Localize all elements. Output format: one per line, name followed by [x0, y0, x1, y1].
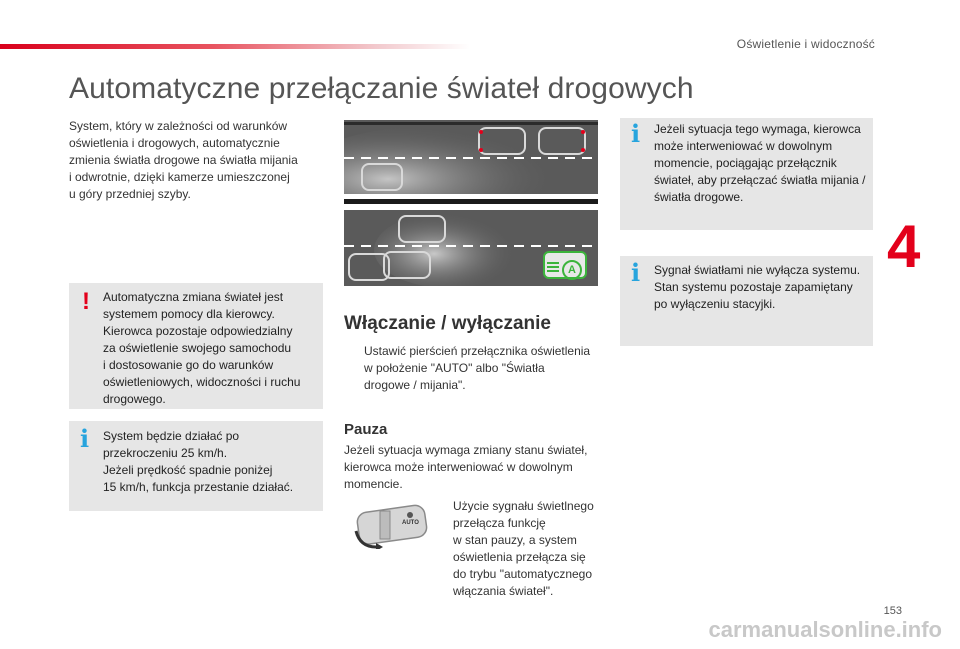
- beam-lines-icon: [546, 260, 560, 276]
- warning-line: systemem pomocy dla kierowcy.: [103, 307, 275, 321]
- stalk-auto-label: AUTO: [402, 520, 419, 526]
- info-line: po wyłączeniu stacyjki.: [654, 297, 776, 311]
- bullet-pause: [433, 498, 613, 606]
- header-accent-bar: [0, 44, 470, 49]
- warning-text: [103, 289, 300, 408]
- info-text: [654, 262, 860, 313]
- pause-line: kierowca może interweniować w dowolnym: [344, 460, 573, 474]
- intro-line: oświetlenia i drogowych, automatycznie: [69, 136, 280, 150]
- bullet-line: włączania świateł".: [453, 584, 554, 598]
- section-heading-pause: Pauza: [344, 421, 388, 438]
- warning-line: Automatyczna zmiana świateł jest: [103, 290, 284, 304]
- road-illustration-high-beam: [344, 120, 598, 188]
- illustration-separator: [344, 194, 598, 209]
- info-line: świateł, aby przełączać światła mijania /: [654, 173, 866, 187]
- info-line: może interweniować w dowolnym: [654, 139, 833, 153]
- info-icon: i: [631, 258, 641, 287]
- warning-line: oświetleniowych, widoczności i ruchu: [103, 375, 301, 389]
- info-line: światła drogowe.: [654, 190, 744, 204]
- info-text: [103, 428, 293, 496]
- bullet-text: [453, 498, 594, 600]
- info-text: [654, 121, 865, 206]
- road-illustration-low-beam: [344, 210, 598, 286]
- info-box-light-signal: [620, 256, 873, 346]
- bullet-line: w położenie "AUTO" albo "Światła: [364, 361, 545, 375]
- warning-exclamation-icon: !: [82, 288, 90, 315]
- auto-high-beam-indicator-icon: A: [562, 260, 582, 280]
- info-line: momencie, pociągając przełącznik: [654, 156, 837, 170]
- intro-line: zmienia światła drogowe na światła mijania: [69, 153, 298, 167]
- intro-line: u góry przedniej szyby.: [69, 187, 191, 201]
- info-line: Jeżeli prędkość spadnie poniżej: [103, 463, 273, 477]
- warning-line: za oświetlenie swojego samochodu: [103, 341, 292, 355]
- light-stalk-illustration: [350, 503, 430, 549]
- pause-paragraph: [344, 442, 604, 493]
- bullet-text: [364, 343, 590, 394]
- warning-line: drogowego.: [103, 392, 166, 406]
- bullet-line: oświetlenia przełącza się: [453, 550, 586, 564]
- bullet-line: drogowe / mijania".: [364, 378, 466, 392]
- intro-paragraph: [69, 118, 309, 203]
- info-icon: i: [631, 119, 641, 148]
- warning-line: Kierowca pozostaje odpowiedzialny: [103, 324, 293, 338]
- info-icon: i: [80, 424, 90, 453]
- info-line: Jeżeli sytuacja tego wymaga, kierowca: [654, 122, 861, 136]
- info-box-speed: [69, 421, 323, 511]
- bullet-on-off: [344, 343, 604, 397]
- intro-line: System, który w zależności od warunków: [69, 119, 288, 133]
- section-heading-on-off: Włączanie / wyłączanie: [344, 313, 551, 334]
- info-line: przekroczeniu 25 km/h.: [103, 446, 228, 460]
- bullet-line: do trybu "automatycznego: [453, 567, 593, 581]
- page-title: Automatyczne przełączanie świateł drogowych: [69, 72, 694, 105]
- info-line: Stan systemu pozostaje zapamiętany: [654, 280, 853, 294]
- intro-line: i odwrotnie, dzięki kamerze umieszczonej: [69, 170, 290, 184]
- bullet-line: w stan pauzy, a system: [453, 533, 577, 547]
- chapter-number: 4: [887, 213, 921, 280]
- bullet-line: przełącza funkcję: [453, 516, 546, 530]
- bullet-line: Użycie sygnału świetlnego: [453, 499, 594, 513]
- page-number: 153: [883, 605, 902, 617]
- pause-line: Jeżeli sytuacja wymaga zmiany stanu świateł,: [344, 443, 588, 457]
- watermark: carmanualsonline.info: [708, 617, 942, 642]
- info-line: 15 km/h, funkcja przestanie działać.: [103, 480, 294, 494]
- warning-box: [69, 283, 323, 409]
- pause-line: momencie.: [344, 477, 403, 491]
- road-scene-top-svg: [344, 120, 598, 194]
- info-line: System będzie działać po: [103, 429, 240, 443]
- info-box-driver-override: [620, 118, 873, 230]
- info-line: Sygnał światłami nie wyłącza systemu.: [654, 263, 861, 277]
- beam-lines-svg: [546, 260, 560, 276]
- bullet-line: Ustawić pierścień przełącznika oświetlenia: [364, 344, 591, 358]
- section-title: Oświetlenie i widoczność: [736, 37, 875, 51]
- light-stalk-svg: [350, 503, 430, 549]
- warning-line: i dostosowanie go do warunków: [103, 358, 274, 372]
